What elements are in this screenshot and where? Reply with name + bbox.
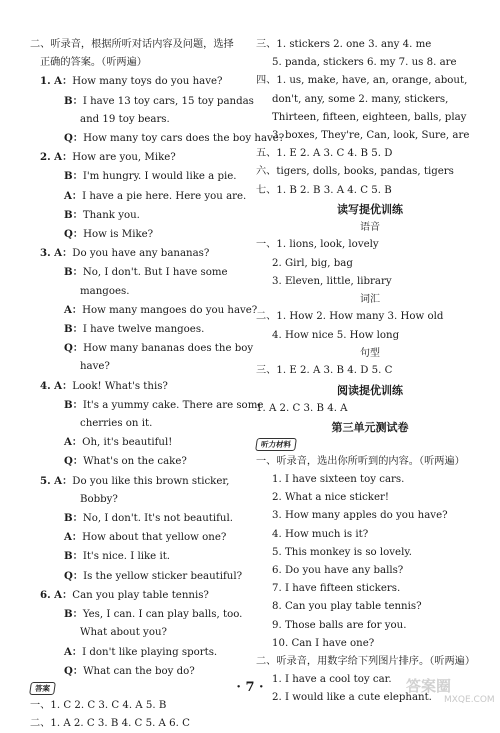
dialogue-line: A：I don't like playing sports. [64,645,218,658]
dialogue-line: B：I have twelve mangoes. [64,323,205,336]
answer-line: 四、1. us, make, have, an, orange, about, [256,75,468,87]
answer-tag: 答案 [29,682,56,695]
test-item: 2. What a nice sticker! [272,492,389,504]
listening-material-tag: 听力材料 [255,438,297,451]
subsection-title-phonics: 语音 [360,221,380,233]
answer-line: Thirteen, fifteen, eighteen, balls, play [272,111,467,123]
dialogue-line: mangoes. [80,285,130,297]
dialogue-line: A：Oh, it's beautiful! [64,436,173,449]
dialogue-line: Bobby? [80,493,118,505]
dialogue-line: A：How about that yellow one? [64,531,227,544]
dialogue-line: B：Yes, I can. I can play balls, too. [64,608,243,621]
watermark-logo [404,674,495,705]
dialogue-line: 1. A：How many toys do you have? [40,75,223,88]
test-item: 4. How much is it? [272,528,369,540]
dialogue-line: cherries on it. [80,418,153,430]
answer-line: 五、1. E 2. A 3. C 4. B 5. D [256,148,393,160]
answer-line: don't, any, some 2. many, stickers, [272,93,449,105]
test-item: 1. I have a cool toy car. [272,674,392,686]
dialogue-line: What about you? [80,627,167,639]
answer-line: 5. panda, stickers 6. my 7. us 8. are [272,57,457,69]
page-number: · 7 · [236,680,264,695]
answer-line: 2. Girl, big, bag [272,257,353,269]
listening-tag-row [256,437,484,453]
answer-line: 七、1. B 2. B 3. A 4. C 5. B [256,184,392,196]
test-item: 7. I have fifteen stickers. [272,583,401,595]
answer-line: 三、1. E 2. A 3. B 4. D 5. C [256,365,393,377]
dialogue-line: B：It's nice. I like it. [64,550,171,563]
test-item: 6. Do you have any balls? [272,564,404,576]
answer-line: 3. boxes, They're, Can, look, Sure, are [272,130,470,142]
dialogue-line: 3. A：Do you have any bananas? [40,247,210,260]
answer-line: 4. How nice 5. How long [272,329,400,341]
svg-text:MXQE.COM: MXQE.COM [444,695,495,705]
dialogue-line: have? [80,361,110,373]
dialogue-4 [30,377,264,472]
section-title-unit-test: 第三单元测试卷 [331,420,409,434]
answer-line: 三、1. stickers 2. one 3. any 4. me [256,39,432,50]
dialogue-line: Q：How many bananas does the boy [64,342,254,355]
section-title-reading: 阅读提优训练 [337,383,403,397]
dialogue-line: and 19 toy bears. [80,113,170,125]
dialogue-1 [30,72,285,148]
dialogue-3 [30,244,258,376]
dialogue-line: Q：What's on the cake? [64,455,187,468]
subsection-title-sentence: 句型 [360,347,380,359]
answer-line: 一、1. C 2. C 3. C 4. A 5. B [30,699,167,711]
section-heading: 二、听录音，根据所听对话内容及问题，选择 [30,39,234,50]
dialogue-line: A：I have a pie here. Here you are. [64,189,247,202]
dialogue-line: Q：What can the boy do? [64,664,195,677]
dialogue-line: 4. A：Look! What's this? [40,379,168,392]
test-item: 8. Can you play table tennis? [272,601,422,613]
subsection-title-vocabulary: 词汇 [360,293,380,305]
test-item: 9. Those balls are for you. [272,619,407,631]
test-item: 1. I have sixteen toy cars. [272,473,405,485]
test-instruction: 二、听录音，用数字给下列图片排序。（听两遍） [256,655,476,667]
answer-line: 3. Eleven, little, library [272,275,392,287]
answer-line: 六、tigers, dolls, books, pandas, tigers [256,166,454,178]
dialogue-line: B：Thank you. [64,208,140,221]
dialogue-2 [30,148,252,244]
dialogue-line: B：It's a yummy cake. There are some [64,398,264,411]
section-title-reading-writing: 读写提优训练 [337,202,403,216]
test-item: 5. This monkey is so lovely. [272,546,412,558]
test-item: 2. I would like a cute elephant. [272,692,432,704]
dialogue-line: A：How many mangoes do you have? [64,303,258,316]
dialogue-line: B：I have 13 toy cars, 15 toy pandas [64,94,254,107]
dialogue-line: 6. A：Can you play table tennis? [40,588,209,601]
dialogue-line: 2. A：How are you, Mike? [40,151,176,164]
answer-line: 二、1. How 2. How many 3. How old [256,311,444,323]
svg-text:答案圈: 答案圈 [406,677,452,695]
dialogue-line: Q：How is Mike? [64,228,154,241]
dialogue-line: 5. A：Do you like this brown sticker, [40,474,230,487]
dialogue-5 [30,472,252,586]
answer-line: 1. A 2. C 3. B 4. A [256,402,348,414]
dialogue-line: B：No, I don't. It's not beautiful. [64,512,233,525]
answer-line: 二、1. A 2. C 3. B 4. C 5. A 6. C [30,718,190,730]
dialogue-line: B：No, I don't. But I have some [64,266,228,279]
test-item: 3. How many apples do you have? [272,510,448,522]
test-instruction: 一、听录音，选出你所听到的内容。（听两遍） [256,455,465,467]
dialogue-6 [30,586,252,681]
dialogue-line: B：I'm hungry. I would like a pie. [64,170,237,183]
test-item: 10. Can I have one? [272,637,375,649]
answer-line: 一、1. lions, look, lovely [256,239,379,251]
dialogue-line: Q：Is the yellow sticker beautiful? [64,569,243,582]
right-column [256,36,484,708]
section-instruction: 正确的答案。（听两遍） [40,57,147,69]
dialogue-line: Q：How many toy cars does the boy have? [64,132,285,145]
